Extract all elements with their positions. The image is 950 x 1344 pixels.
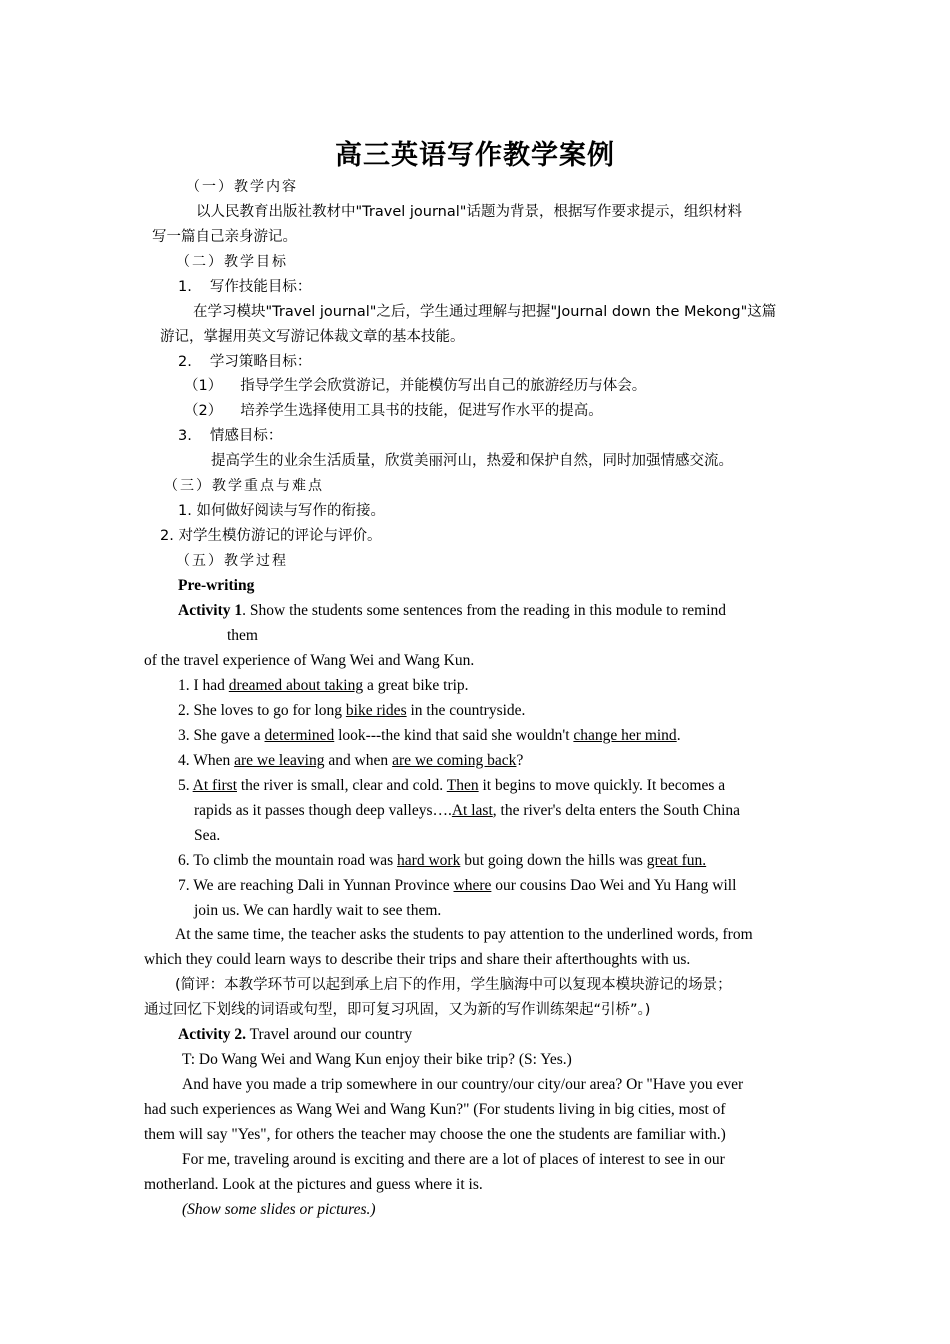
activity-2-label: Activity 2. — [178, 1026, 247, 1043]
item-text: 指导学生学会欣赏游记，并能模仿写出自己的旅游经历与体会。 — [240, 378, 647, 394]
comment-line: 通过回忆下划线的词语或句型，即可复习巩固，又为新的写作训练架起“引桥”。) — [144, 1002, 651, 1018]
activity-1-text: . Show the students some sentences from the reading in this module to remind — [242, 602, 727, 619]
sentence-text: look---the kind that said she wouldn't — [334, 727, 574, 744]
sentence-text: 6. To climb the mountain road was — [178, 852, 398, 869]
paragraph-line: At the same time, the teacher asks the students to pay attention to the underlined words, from — [175, 926, 753, 943]
goal-3-heading — [178, 426, 282, 446]
list-number: （2） — [184, 403, 223, 419]
paragraph-line: For me, traveling around is exciting and there are a lot of places of interest to see in our — [182, 1151, 725, 1168]
paragraph-line: of the travel experience of Wang Wei and Wang Kun. — [144, 652, 475, 669]
key-point-2: 2. 对学生模仿游记的评论与评价。 — [160, 528, 382, 544]
sentence-text: but going down the hills was — [460, 852, 647, 869]
sentence-text: a great bike trip. — [363, 677, 469, 694]
paragraph-line: which they could learn ways to describe their trips and share their afterthoughts with us. — [144, 951, 691, 968]
underlined-phrase: Then — [446, 777, 479, 794]
paragraph-line: 写一篇自己亲身游记。 — [152, 229, 297, 245]
sentence-text: . — [676, 727, 681, 744]
goal-label: 情感目标： — [209, 428, 283, 444]
sentence-text: the river is small, clear and cold. — [237, 777, 447, 794]
list-number: 2. — [178, 354, 192, 370]
sentence-text: rapids as it passes though deep valleys…. — [194, 802, 452, 819]
paragraph-line: them will say "Yes", for others the teacher may choose the one the students are familiar with.) — [144, 1126, 726, 1143]
dialogue-line: T: Do Wang Wei and Wang Kun enjoy their bike trip? (S: Yes.) — [182, 1051, 572, 1068]
list-number: （1） — [184, 378, 223, 394]
sentence-text: 4. When — [178, 752, 235, 769]
activity-2-text: Travel around our country — [246, 1026, 413, 1043]
activity-1-label: Activity 1 — [178, 602, 243, 619]
list-number: 3. — [178, 428, 192, 444]
underlined-phrase: At last — [451, 802, 493, 819]
underlined-phrase: great fun. — [646, 852, 707, 869]
underlined-phrase: where — [453, 877, 492, 894]
example-sentence-5-cont — [194, 801, 740, 821]
example-sentence-5-end: Sea. — [194, 827, 221, 844]
document-title: 高三英语写作教学案例 — [335, 140, 615, 171]
sentence-text: in the countryside. — [406, 702, 526, 719]
example-sentence-7-cont: join us. We can hardly wait to see them. — [194, 902, 442, 919]
example-sentence-3 — [178, 726, 681, 746]
comment-line: (简评：本教学环节可以起到承上启下的作用，学生脑海中可以复现本模块游记的场景； — [175, 977, 732, 993]
example-sentence-4 — [178, 751, 523, 771]
list-number: 1. — [178, 279, 192, 295]
paragraph-line: 在学习模块"Travel journal"之后，学生通过理解与把握"Journal down the Mekong"这篇 — [193, 304, 777, 320]
sentence-text: it begins to move quickly. It becomes a — [478, 777, 726, 794]
underlined-phrase: bike rides — [345, 702, 407, 719]
sentence-text: , the river's delta enters the South China — [492, 802, 741, 819]
underlined-phrase: hard work — [397, 852, 461, 869]
underlined-phrase: are we coming back — [392, 752, 517, 769]
paragraph-line: 提高学生的业余生活质量，欣赏美丽河山，热爱和保护自然，同时加强情感交流。 — [211, 453, 733, 469]
goal-2-item-2 — [184, 401, 603, 421]
sentence-text: ? — [516, 752, 524, 769]
slides-note: (Show some slides or pictures.) — [182, 1201, 376, 1218]
activity-1-line — [178, 601, 726, 621]
goal-label: 写作技能目标： — [209, 279, 312, 295]
goal-2-item-1 — [184, 376, 646, 396]
goal-2-heading — [178, 352, 311, 372]
example-sentence-7 — [178, 876, 736, 896]
section-heading-goals: （二）教学目标 — [176, 254, 288, 270]
paragraph-line: them — [227, 627, 258, 644]
paragraph-line: had such experiences as Wang Wei and Wang Kun?" (For students living in big cities, most of — [144, 1101, 726, 1118]
sentence-text: 7. We are reaching Dali in Yunnan Province — [178, 877, 454, 894]
underlined-phrase: determined — [264, 727, 335, 744]
example-sentence-2 — [178, 701, 525, 721]
paragraph-line: 以人民教育出版社教材中"Travel journal"话题为背景，根据写作要求提示，组织材料 — [196, 204, 742, 220]
example-sentence-1 — [178, 676, 469, 696]
sentence-text: and when — [324, 752, 393, 769]
goal-1-heading — [178, 277, 311, 297]
sentence-text: 1. I had — [178, 677, 229, 694]
goal-label: 学习策略目标： — [209, 354, 312, 370]
underlined-phrase: At first — [192, 777, 237, 794]
key-point-1: 1. 如何做好阅读与写作的衔接。 — [178, 503, 385, 519]
activity-2-line — [178, 1025, 412, 1045]
sentence-text: our cousins Dao Wei and Yu Hang will — [491, 877, 737, 894]
underlined-phrase: change her mind — [573, 727, 677, 744]
section-heading-key-points: （三）教学重点与难点 — [164, 478, 324, 494]
item-text: 培养学生选择使用工具书的技能，促进写作水平的提高。 — [240, 403, 603, 419]
underlined-phrase: are we leaving — [234, 752, 325, 769]
example-sentence-5 — [178, 776, 725, 796]
underlined-phrase: dreamed about taking — [228, 677, 364, 694]
paragraph-line: And have you made a trip somewhere in our country/our city/our area? Or "Have you ever — [182, 1076, 744, 1093]
sentence-text: 3. She gave a — [178, 727, 265, 744]
section-heading-process: （五）教学过程 — [176, 553, 288, 569]
sentence-text: 2. She loves to go for long — [178, 702, 346, 719]
paragraph-line: 游记，掌握用英文写游记体裁文章的基本技能。 — [160, 329, 465, 345]
pre-writing-heading: Pre-writing — [178, 577, 255, 594]
sentence-text: 5. — [178, 777, 193, 794]
paragraph-line: motherland. Look at the pictures and guess where it is. — [144, 1176, 483, 1193]
example-sentence-6 — [178, 851, 706, 871]
section-heading-content: （一）教学内容 — [186, 179, 298, 195]
